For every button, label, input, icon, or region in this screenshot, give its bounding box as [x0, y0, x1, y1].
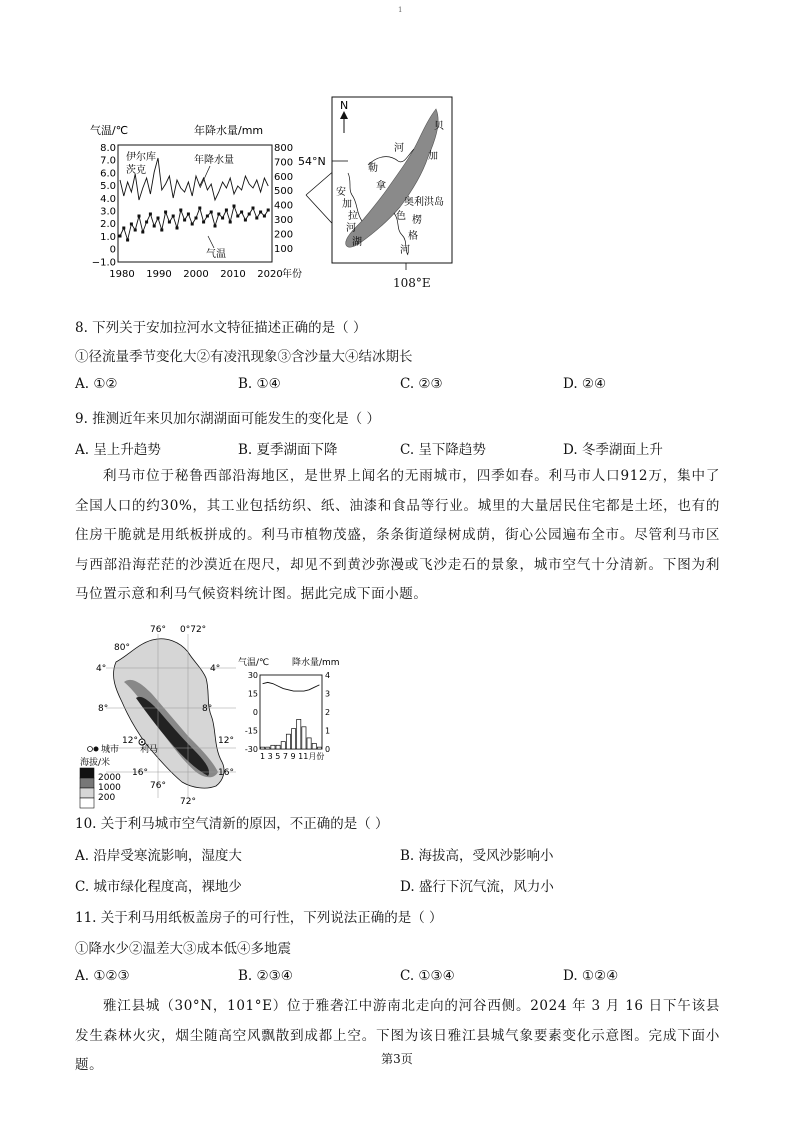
fig1-y-left-title: 气温/℃ [90, 124, 129, 137]
fig1-temp-marker [195, 217, 198, 220]
fig1-temp-marker [157, 217, 160, 220]
fig1-temp-marker [168, 221, 171, 224]
fig1-y-right-title: 年降水量/mm [194, 124, 264, 137]
climate-left-tick: 0 [252, 708, 258, 717]
fig1-right-tick: 200 [274, 229, 294, 241]
fig1-temp-marker [164, 211, 167, 214]
fig1-right-tick: 100 [274, 243, 294, 255]
fig1-temp-marker [217, 213, 220, 216]
fig1-temp-marker [244, 219, 247, 222]
fig1-right-tick: 300 [274, 215, 294, 226]
svg-text:76°: 76° [150, 781, 166, 791]
page-mark: 1 [398, 6, 403, 14]
fig1-x-tick: 2010 [220, 269, 246, 280]
passage-lima: 利马市位于秘鲁西部沿海地区，是世界上闻名的无雨城市，四季如春。利马市人口912万，集中了全国人口的约30%，其工业包括纺织、纸、油漆和食品等行业。城里的大量居民住宅都是土坯，也有的住房干脆就是用纸板拼成的。利马市植物茂盛，条条街道绿树成荫，街心公园遍布全市。尽管利马市区与西部沿海茫茫的沙漠近在咫尺，却见不到黄沙弥漫或飞沙走石的景象，城市空气十分清新。下图为利马位置示意和利马气候资料统计图。据此完成下面小题。 [75, 468, 720, 602]
fig1-temp-marker [145, 221, 148, 224]
fig1-temp-marker [172, 215, 175, 218]
fig1-temp-marker [263, 215, 266, 218]
precip-bar [307, 738, 311, 749]
q8-option-a[interactable]: A. ①② [75, 376, 118, 392]
svg-text:河: 河 [346, 223, 356, 234]
fig1-temp-marker [214, 225, 217, 228]
peru-map [76, 620, 246, 810]
map1-lon: 108°E [393, 276, 431, 290]
fig1-temp-marker [176, 227, 179, 230]
precip-bar [281, 742, 285, 749]
climate-left-tick: 30 [247, 671, 258, 680]
fig1-left-tick: 5.0 [100, 181, 116, 193]
fig1-temp-marker [233, 205, 236, 208]
fig1-temp-marker [183, 219, 186, 222]
fig1-temp-marker [153, 225, 156, 228]
fig1-temp-line [120, 206, 268, 240]
precip-bar [302, 727, 306, 749]
fig1-temp-marker [119, 235, 122, 238]
legend-title: 海拔/米 [80, 758, 111, 768]
q10-option-d[interactable]: D. 盛行下沉气流，风力小 [400, 879, 554, 895]
svg-text:加: 加 [342, 199, 352, 210]
page-number: 第3页 [381, 1052, 413, 1066]
climate-right-tick: 0 [325, 745, 331, 754]
fig1-right-tick: 800 [274, 143, 294, 154]
fig1-left-tick: 3.0 [100, 206, 116, 218]
lima-label: 利马 [140, 745, 159, 755]
svg-text:1000: 1000 [98, 783, 121, 793]
fig1-temp-marker [229, 221, 232, 224]
q11-option-c[interactable]: C. ①③④ [400, 968, 455, 984]
fig1-right-tick: 700 [274, 157, 294, 169]
q9-option-d[interactable]: D. 冬季湖面上升 [563, 442, 663, 458]
fig1-temp-marker [160, 229, 163, 232]
fig1-temp-marker [122, 227, 125, 230]
baikal-map [296, 95, 458, 270]
svg-text:加: 加 [428, 151, 438, 162]
fig1-temp-marker [236, 215, 239, 218]
q10-option-b[interactable]: B. 海拔高，受风沙影响小 [400, 848, 554, 864]
climate-left-tick: 15 [247, 689, 258, 699]
precip-bar [261, 747, 265, 749]
fig1-temp-marker [138, 215, 141, 218]
precip-bar [297, 719, 301, 749]
q9-option-a[interactable]: A. 呈上升趋势 [75, 442, 161, 458]
svg-text:格: 格 [408, 231, 418, 242]
fig1-left-tick: 1.0 [100, 231, 116, 243]
svg-text:16°: 16° [218, 768, 234, 778]
fig1-temp-marker [179, 209, 182, 212]
fig1-temp-marker [134, 229, 137, 232]
fig1-temp-marker [255, 217, 258, 220]
svg-text:拉: 拉 [348, 211, 358, 222]
precip-bar [286, 734, 290, 749]
q11-stem: 11. 关于利马用纸板盖房子的可行性，下列说法正确的是（ ） [75, 910, 443, 926]
fig1-right-tick: 400 [274, 200, 294, 212]
svg-text:76°: 76° [150, 625, 166, 635]
fig1-temp-marker [126, 239, 129, 242]
svg-text:湖: 湖 [352, 237, 362, 248]
fig1-temp-marker [191, 223, 194, 226]
fig1-temp-marker [141, 231, 144, 234]
fig1-temp-marker [267, 209, 270, 212]
climate-right-tick: 1 [325, 726, 331, 736]
q9-option-b[interactable]: B. 夏季湖面下降 [238, 442, 338, 458]
fig1-temp-marker [240, 211, 243, 214]
svg-text:楞: 楞 [412, 215, 422, 226]
precip-bar [266, 747, 270, 749]
fig1-left-tick: 7.0 [100, 155, 116, 167]
fig1-x-tick: 1990 [146, 269, 172, 280]
svg-text:16°: 16° [132, 768, 148, 778]
svg-text:80°: 80° [114, 643, 130, 653]
climate-x-ticks: 1 3 5 7 9 11月份 [260, 752, 325, 761]
fig1-temp-marker [210, 211, 213, 214]
city-legend-icon [88, 747, 93, 752]
fig1-temp-marker [187, 213, 190, 216]
q8-option-b[interactable]: B. ①④ [238, 376, 281, 392]
q10-option-a[interactable]: A. 沿岸受寒流影响，湿度大 [75, 848, 242, 864]
precip-bar [312, 743, 316, 749]
fig1-temp-marker [206, 215, 209, 218]
svg-text:贝: 贝 [434, 121, 444, 132]
fig1-left-tick: 8.0 [100, 143, 116, 154]
svg-text:8°: 8° [98, 704, 109, 714]
svg-text:8°: 8° [202, 704, 213, 714]
svg-text:72°: 72° [180, 797, 196, 807]
svg-text:安: 安 [336, 187, 346, 198]
svg-text:色: 色 [396, 211, 406, 222]
temperature-curve [263, 682, 320, 691]
fig1-temp-marker [221, 217, 224, 220]
climate-right-tick: 3 [325, 689, 331, 699]
map1-lat: 54°N [298, 155, 326, 168]
fig1-x-unit: 年份 [282, 269, 302, 280]
fig1-right-tick: 600 [274, 171, 294, 183]
fig1-left-tick: −1.0 [91, 257, 116, 269]
svg-text:0°72°: 0°72° [180, 625, 207, 635]
q11-option-b[interactable]: B. ②③④ [238, 968, 293, 984]
q9-stem: 9. 推测近年来贝加尔湖湖面可能发生的变化是（ ） [75, 411, 380, 427]
irkutsk-chart [88, 118, 310, 288]
fig1-temp-marker [259, 211, 262, 214]
svg-text:2000: 2000 [98, 773, 121, 783]
q11-items: ①降水少②温差大③成本低④多地震 [75, 941, 291, 957]
fig1-left-tick: 4.0 [100, 193, 116, 205]
fig1-x-tick: 1980 [109, 269, 135, 280]
fig1-temp-marker [252, 207, 255, 210]
precip-bar [271, 745, 275, 749]
lima-climate-chart [238, 655, 348, 765]
svg-text:城市: 城市 [101, 745, 120, 755]
q11-option-a[interactable]: A. ①②③ [75, 968, 130, 984]
svg-text:勒: 勒 [368, 163, 378, 174]
svg-text:河: 河 [394, 143, 404, 154]
fig1-left-tick: 0 [109, 244, 116, 256]
fig1-temp-marker [202, 221, 205, 224]
precip-bar [317, 747, 321, 749]
svg-text:河: 河 [400, 245, 410, 256]
fig1-x-tick: 2020 [257, 269, 283, 280]
passage-yajiang: 雅江县城（30°N，101°E）位于雅砻江中游南北走向的河谷西侧。2024 年 3 月 16 日下午该县发生森林火灾，烟尘随高空风飘散到成都上空。下图为该日雅江县城气象要素变化示意图。完成下面小题。 [75, 998, 720, 1073]
svg-text:拿: 拿 [376, 181, 386, 192]
q10-option-c[interactable]: C. 城市绿化程度高，裸地少 [75, 879, 242, 895]
fig1-label-precip: 年降水量 [194, 155, 234, 166]
svg-text:200: 200 [98, 793, 116, 803]
precip-bar [276, 745, 280, 749]
fig1-right-tick: 500 [274, 186, 294, 198]
climate-y-right-title: 降水量/mm [292, 658, 340, 668]
q8-option-d[interactable]: D. ②④ [563, 376, 607, 392]
fig1-temp-marker [225, 209, 228, 212]
fig1-label-temp: 气温 [206, 249, 226, 260]
map1-north: N [340, 99, 349, 112]
fig1-temp-marker [248, 213, 251, 216]
q8-items: ①径流量季节变化大②有凌汛现象③含沙量大④结冰期长 [75, 349, 413, 365]
q8-option-c[interactable]: C. ②③ [400, 376, 443, 392]
fig1-x-tick: 2000 [183, 269, 209, 280]
fig1-temp-marker [130, 223, 133, 226]
climate-frame [260, 675, 322, 749]
fig1-temp-marker [198, 207, 201, 210]
climate-left-tick: -15 [244, 726, 258, 736]
fig1-label-station-1: 伊尔库 [126, 152, 156, 163]
q10-stem: 10. 关于利马城市空气清新的原因，不正确的是（ ） [75, 816, 389, 832]
climate-right-tick: 4 [325, 671, 331, 680]
olkhon-label: 奥利洪岛 [404, 197, 444, 208]
fig1-label-station-2: 茨克 [126, 165, 146, 176]
svg-text:12°: 12° [122, 736, 138, 746]
fig1-left-tick: 6.0 [100, 168, 116, 180]
climate-y-left-title: 气温/℃ [238, 658, 270, 668]
svg-text:12°: 12° [218, 736, 234, 746]
svg-text:4°: 4° [210, 664, 221, 674]
precip-bar [292, 729, 296, 749]
fig1-left-tick: 2.0 [100, 219, 116, 231]
svg-text:4°: 4° [96, 664, 107, 674]
fig1-temp-marker [149, 213, 152, 216]
q11-option-d[interactable]: D. ①②④ [563, 968, 619, 984]
q9-option-c[interactable]: C. 呈下降趋势 [400, 442, 486, 458]
climate-left-tick: -30 [244, 745, 258, 754]
q8-stem: 8. 下列关于安加拉河水文特征描述正确的是（ ） [75, 320, 367, 336]
climate-right-tick: 2 [325, 708, 331, 717]
